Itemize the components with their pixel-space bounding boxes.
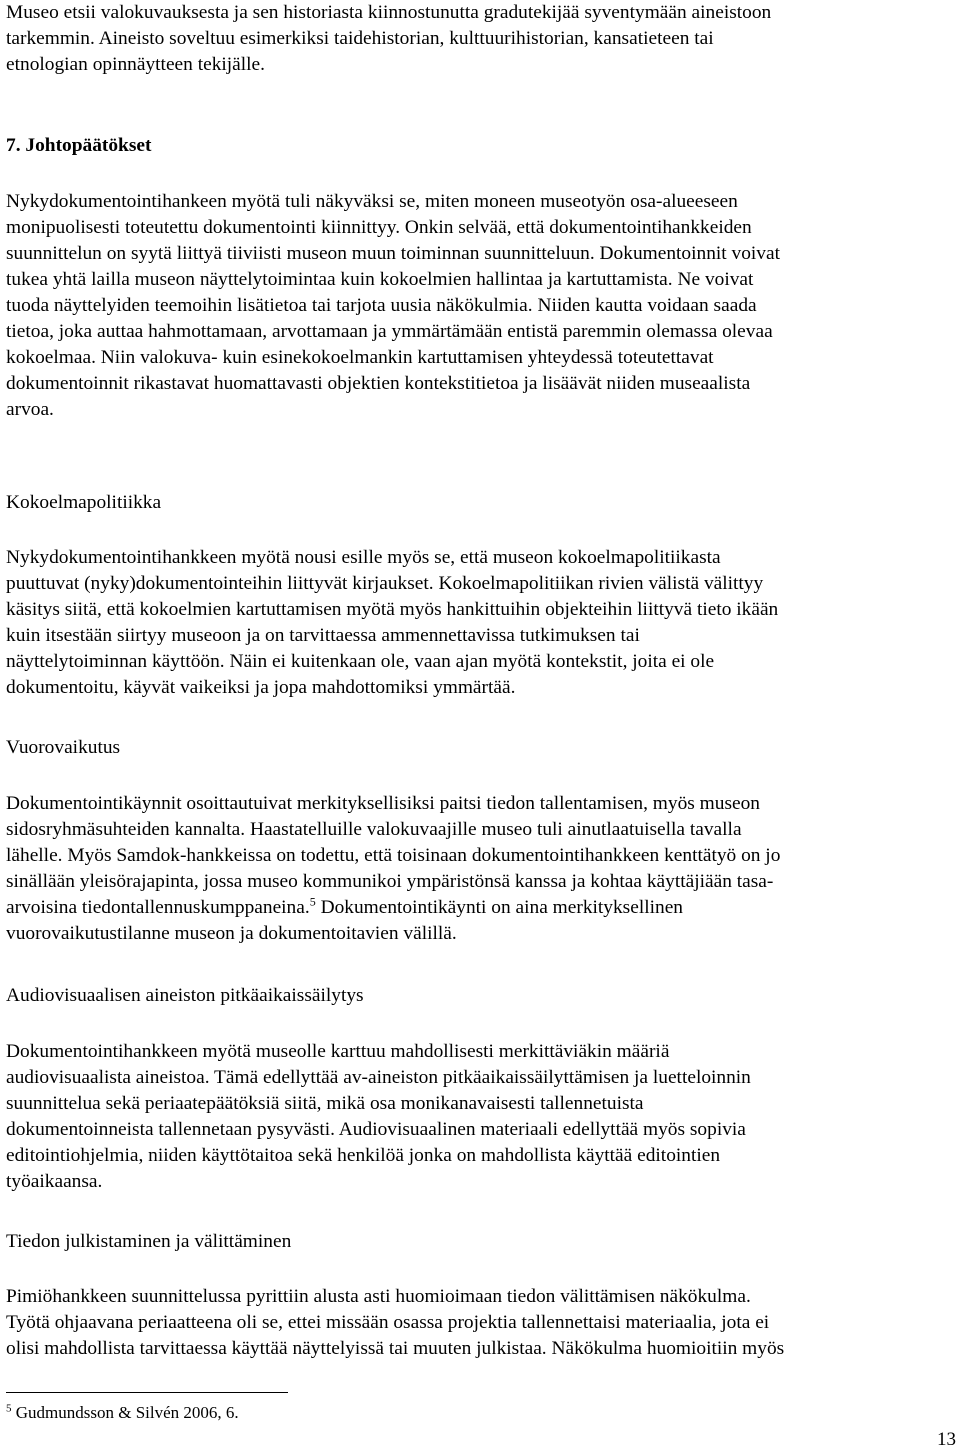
text-line: vuorovaikutustilanne museon ja dokumentoitavien välillä. — [6, 923, 457, 944]
text-line: Museo etsii valokuvauksesta ja sen historiasta kiinnostunutta gradutekijää syventymään aineistoon — [6, 2, 772, 23]
text-line: kokoelmaa. Niin valokuva- kuin esinekokoelmankin kartuttamisen yhteydessä toteutettavat — [6, 347, 714, 368]
text-line: Dokumentointikäynnit osoittautuivat merkityksellisiksi paitsi tiedon tallentamisen, myös museon — [6, 793, 761, 814]
text-line: arvoa. — [6, 399, 54, 420]
text-line: puuttuvat (nyky)dokumentointeihin liittyvät kirjaukset. Kokoelmapolitiikan rivien välistä välittyy — [6, 573, 764, 594]
text-line: käsitys siitä, että kokoelmien kartuttamisen myötä myös hankittuihin objekteihin liittyvä tieto ikään — [6, 599, 779, 620]
subsection-paragraph — [6, 1284, 956, 1362]
text-line: tukea yhtä lailla museon näyttelytoimintaa kuin kokoelmien hallintaa ja kartuttamista. Ne voivat — [6, 269, 754, 290]
footnote-text: Gudmundsson & Silvén 2006, 6. — [11, 1403, 239, 1422]
subsection-paragraph — [6, 1039, 956, 1195]
conclusions-paragraph — [6, 189, 956, 423]
text-line: suunnittelua sekä periaatepäätöksiä siitä, mikä osa monikanavaisesti tallennetuista — [6, 1093, 644, 1114]
text-line: työaikaansa. — [6, 1171, 103, 1192]
text-line: sinällään yleisörajapinta, jossa museo kommunikoi ympäristönsä kanssa ja kohtaa käyttäjiään tasa- — [6, 871, 774, 892]
text-line: monipuolisesti toteutettu dokumentointi kiinnittyy. Onkin selvää, että dokumentointihankkeiden — [6, 217, 752, 238]
page-number: 13 — [937, 1429, 956, 1450]
footnote-reference[interactable]: 5 — [309, 894, 316, 909]
text-line: näyttelytoiminnan käyttöön. Näin ei kuitenkaan ole, vaan ajan myötä kontekstit, joita ei ole — [6, 651, 715, 672]
text-line: olisi mahdollista tarvittaessa käyttää näyttelyissä tai muuten julkistaa. Näkökulma huomioitiin myös — [6, 1338, 785, 1359]
text-line: sidosryhmäsuhteiden kannalta. Haastatelluille valokuvaajille museo tuli ainutlaatuisella tavalla — [6, 819, 742, 840]
text-line: suunnittelun on syytä liittyä tiiviisti museon muun toiminnan suunnitteluun. Dokumentoinnit voivat — [6, 243, 780, 264]
text-line: editointiohjelmia, niiden käyttötaitoa sekä henkilöä jonka on mahdollista käyttää editointien — [6, 1145, 721, 1166]
text-segment: arvoisina tiedontallennuskumppaneina. — [6, 897, 310, 918]
text-line: etnologian opinnäytteen tekijälle. — [6, 54, 265, 75]
footnote-number: 5 — [6, 1402, 12, 1415]
subsection-title: Tiedon julkistaminen ja välittäminen — [6, 1231, 292, 1252]
text-line: tietoa, joka auttaa hahmottamaan, arvottamaan ja ymmärtämään entistä paremmin olemassa olevaa — [6, 321, 773, 342]
text-line: dokumentoinneista tallennetaan pysyvästi. Audiovisuaalinen materiaali edellyttää myös sopivia — [6, 1119, 746, 1140]
text-line: lähelle. Myös Samdok-hankkeissa on todettu, että toisinaan dokumentointihankkeen kenttätyö on jo — [6, 845, 781, 866]
text-line: Dokumentointihankkeen myötä museolle karttuu mahdollisesti merkittäviäkin määriä — [6, 1041, 670, 1062]
footnote-divider — [6, 1392, 288, 1393]
intro-paragraph — [6, 0, 956, 78]
text-line: tuoda näyttelyiden teemoihin lisätietoa tai tarjota uusia näkökulmia. Niiden kautta voidaan saada — [6, 295, 757, 316]
text-line: dokumentoinnit rikastavat huomattavasti objektien kontekstitietoa ja lisäävät niiden museaalista — [6, 373, 751, 394]
text-line: tarkemmin. Aineisto soveltuu esimerkiksi taidehistorian, kulttuurihistorian, kansatieteen tai — [6, 28, 714, 49]
text-line: Nykydokumentointihankeen myötä tuli näkyväksi se, miten moneen museotyön osa-alueeseen — [6, 191, 738, 212]
text-line: Nykydokumentointihankkeen myötä nousi esille myös se, että museon kokoelmapolitiikasta — [6, 547, 721, 568]
text-line: kuin itsestään siirtyy museoon ja on tarvittaessa ammennettavissa tutkimuksen tai — [6, 625, 640, 646]
subsection-title: Vuorovaikutus — [6, 737, 121, 758]
subsection-paragraph — [6, 791, 956, 947]
section-heading: 7. Johtopäätökset — [6, 135, 152, 156]
text-line: dokumentoitu, käyvät vaikeiksi ja jopa mahdottomiksi ymmärtää. — [6, 677, 516, 698]
text-line: Työtä ohjaavana periaatteena oli se, ettei missään osassa projektia tallennettaisi materiaalia, jota ei — [6, 1312, 770, 1333]
text-line: audiovisuaalista aineistoa. Tämä edellyttää av-aineiston pitkäaikaissäilyttämisen ja luetteloinnin — [6, 1067, 751, 1088]
text-line: Pimiöhankkeen suunnittelussa pyrittiin alusta asti huomioimaan tiedon välittämisen näkökulma. — [6, 1286, 751, 1307]
subsection-title: Kokoelmapolitiikka — [6, 492, 162, 513]
footnote — [6, 1402, 239, 1424]
text-line — [6, 895, 956, 921]
text-segment: Dokumentointikäynti on aina merkityksellinen — [315, 897, 683, 918]
subsection-paragraph — [6, 545, 956, 701]
subsection-title: Audiovisuaalisen aineiston pitkäaikaissäilytys — [6, 985, 364, 1006]
